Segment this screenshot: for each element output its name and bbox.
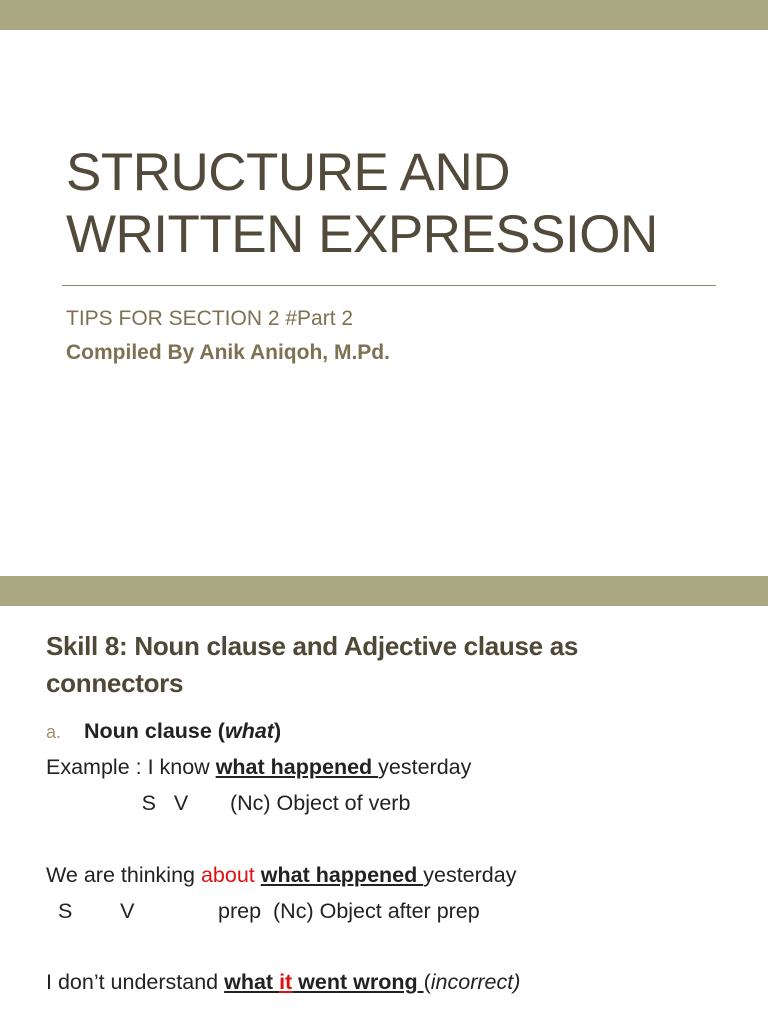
skill-heading-line-1: Skill 8: Noun clause and Adjective clause as [46, 631, 579, 661]
skill-heading-line-2: connectors [46, 668, 184, 698]
example-2-suffix: yesterday [423, 863, 517, 887]
example-3-prefix: I don’t understand [46, 970, 225, 994]
example-2-prep: about [200, 863, 255, 887]
example-2-clause: what happened [260, 863, 424, 887]
item-a [46, 717, 281, 746]
subtitle-line-2: Compiled By Anik Aniqoh, M.Pd. [66, 341, 390, 364]
title-line-1: STRUCTURE AND [66, 143, 511, 202]
example-1 [46, 753, 471, 781]
title-line-2: WRITTEN EXPRESSION [66, 205, 658, 264]
skill-heading [46, 628, 746, 702]
subtitle-line-1: TIPS FOR SECTION 2 #Part 2 [66, 307, 354, 330]
item-a-label-pre: Noun clause ( [84, 719, 225, 743]
example-3-clause-red: it [279, 970, 293, 994]
example-1-annotation: S V (Nc) Object of verb [46, 791, 411, 815]
item-a-marker: a. [46, 722, 62, 742]
title-divider [62, 285, 716, 286]
top-band [0, 0, 768, 30]
example-3-paren-open: ( [423, 970, 431, 994]
item-a-label-post: ) [273, 719, 282, 743]
example-2-prefix: We are thinking [46, 863, 201, 887]
example-1-prefix: Example : I know [46, 755, 216, 779]
slide-separator-band [0, 576, 768, 606]
example-3-note: incorrect) [430, 970, 521, 994]
slide-subtitle [66, 302, 390, 370]
example-1-clause: what happened [215, 755, 379, 779]
item-a-label-italic: what [224, 719, 274, 743]
example-3 [46, 968, 520, 996]
example-2 [46, 861, 516, 889]
slide-title [66, 142, 726, 266]
example-3-clause-pre: what [224, 970, 280, 994]
example-2-annotation: S V prep (Nc) Object after prep [46, 899, 480, 923]
example-1-suffix: yesterday [378, 755, 472, 779]
example-3-clause-post: went wrong [292, 970, 424, 994]
